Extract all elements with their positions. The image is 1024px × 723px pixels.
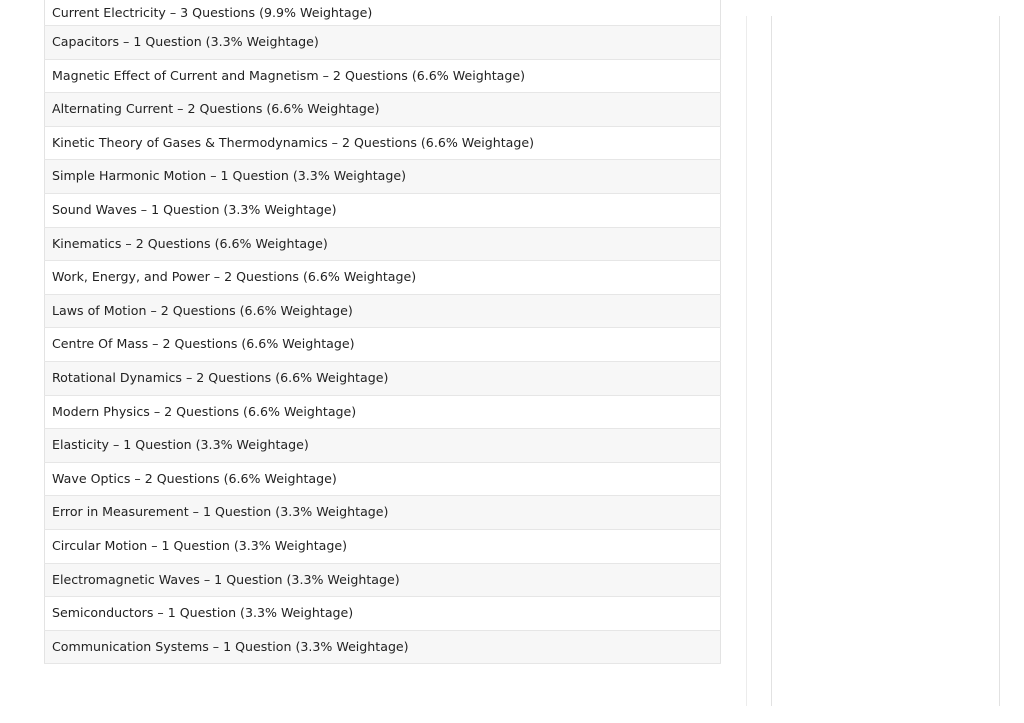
topic-cell: Sound Waves – 1 Question (3.3% Weightage) (45, 193, 721, 227)
topic-cell: Rotational Dynamics – 2 Questions (6.6% Weightage) (45, 361, 721, 395)
table-row (45, 294, 721, 328)
article-content (44, 0, 721, 664)
topic-cell: Electromagnetic Waves – 1 Question (3.3% Weightage) (45, 563, 721, 597)
table-row (45, 496, 721, 530)
table-row (45, 0, 721, 26)
topic-cell: Kinematics – 2 Questions (6.6% Weightage) (45, 227, 721, 261)
topic-cell: Wave Optics – 2 Questions (6.6% Weightage) (45, 462, 721, 496)
table-row (45, 597, 721, 631)
topic-cell: Work, Energy, and Power – 2 Questions (6.6% Weightage) (45, 261, 721, 295)
table-row (45, 630, 721, 664)
table-row (45, 529, 721, 563)
topic-cell: Circular Motion – 1 Question (3.3% Weightage) (45, 529, 721, 563)
table-row (45, 126, 721, 160)
topic-cell: Error in Measurement – 1 Question (3.3% Weightage) (45, 496, 721, 530)
table-row (45, 227, 721, 261)
table-row (45, 462, 721, 496)
table-row (45, 429, 721, 463)
topic-cell: Alternating Current – 2 Questions (6.6% Weightage) (45, 93, 721, 127)
topic-cell: Modern Physics – 2 Questions (6.6% Weightage) (45, 395, 721, 429)
topic-cell: Centre Of Mass – 2 Questions (6.6% Weightage) (45, 328, 721, 362)
table-row (45, 395, 721, 429)
topic-cell: Semiconductors – 1 Question (3.3% Weightage) (45, 597, 721, 631)
topic-weightage-table (44, 0, 721, 664)
table-row (45, 261, 721, 295)
topic-cell: Capacitors – 1 Question (3.3% Weightage) (45, 26, 721, 60)
table-row (45, 93, 721, 127)
sidebar-panel (771, 16, 1000, 706)
table-row (45, 160, 721, 194)
table-row (45, 26, 721, 60)
topic-cell: Communication Systems – 1 Question (3.3% Weightage) (45, 630, 721, 664)
topic-cell: Simple Harmonic Motion – 1 Question (3.3% Weightage) (45, 160, 721, 194)
table-row (45, 361, 721, 395)
table-row (45, 563, 721, 597)
topic-table-body (45, 0, 721, 664)
column-divider (746, 16, 747, 706)
table-row (45, 328, 721, 362)
topic-cell: Current Electricity – 3 Questions (9.9% Weightage) (45, 0, 721, 26)
topic-cell: Kinetic Theory of Gases & Thermodynamics – 2 Questions (6.6% Weightage) (45, 126, 721, 160)
topic-cell: Laws of Motion – 2 Questions (6.6% Weightage) (45, 294, 721, 328)
table-row (45, 59, 721, 93)
topic-cell: Magnetic Effect of Current and Magnetism – 2 Questions (6.6% Weightage) (45, 59, 721, 93)
topic-cell: Elasticity – 1 Question (3.3% Weightage) (45, 429, 721, 463)
table-row (45, 193, 721, 227)
